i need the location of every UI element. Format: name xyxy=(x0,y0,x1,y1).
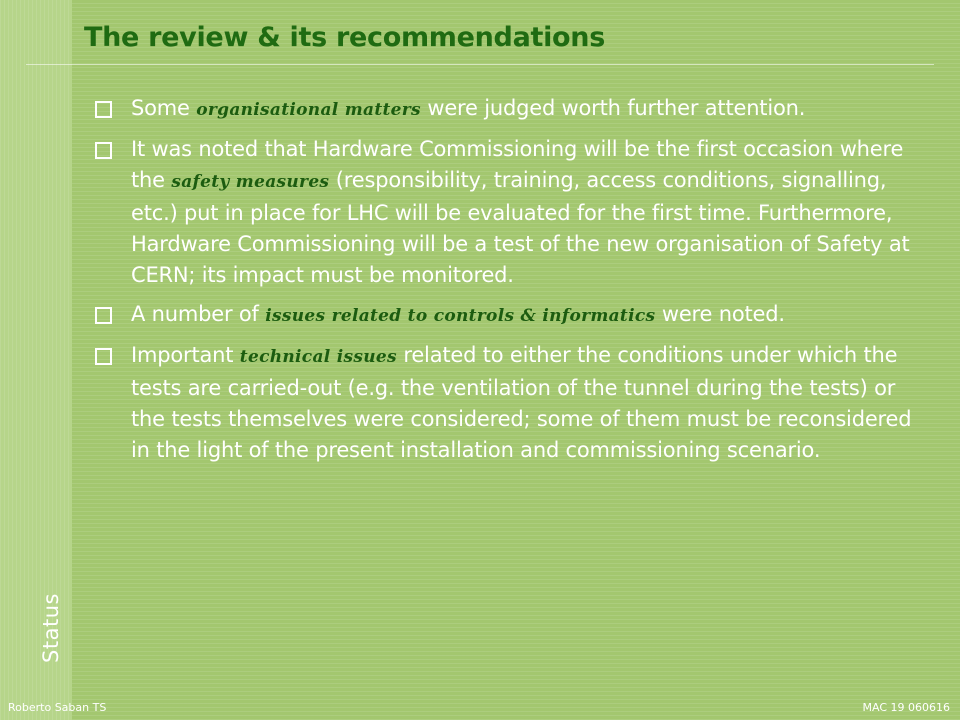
bullet-text: were judged worth further attention. xyxy=(420,96,806,120)
bullet-text: Some xyxy=(131,96,197,120)
footer-meeting-ref: MAC 19 060616 xyxy=(862,701,950,714)
bullet-text: It was noted that Hardware Commissioning will be the first occasion where the xyxy=(131,137,904,192)
bullet-text: were noted. xyxy=(655,302,785,326)
emphasized-phrase: technical issues xyxy=(239,347,397,367)
square-bullet-icon xyxy=(95,307,112,324)
bullet-text: Important xyxy=(131,343,240,367)
footer-author: Roberto Saban TS xyxy=(8,701,107,714)
emphasized-phrase: organisational matters xyxy=(196,100,421,120)
square-bullet-icon xyxy=(95,101,112,118)
emphasized-phrase: issues related to controls & informatics xyxy=(265,306,656,326)
sidebar xyxy=(0,0,72,720)
bullet-item xyxy=(92,93,934,126)
square-bullet-icon xyxy=(95,348,112,365)
section-label: Status xyxy=(39,593,63,663)
bullet-text: A number of xyxy=(131,302,266,326)
bullet-text: (responsibility, training, access conditions, signalling, etc.) put in place for LHC will be evaluated for the first time. Furthermore, Hardware Commissioning will be a test of the new organisation of Safety at CERN; its impact must be monitored. xyxy=(131,168,910,287)
bullet-text: related to either the conditions under which the tests are carried-out (e.g. the ventilation of the tunnel during the tests) or the tests themselves were considered; some of them must be reconsidered in the light of the present installation and commissioning scenario. xyxy=(131,343,912,462)
bullet-item xyxy=(92,299,934,332)
square-bullet-icon xyxy=(95,142,112,159)
emphasized-phrase: safety measures xyxy=(171,172,330,192)
bullet-item xyxy=(92,340,934,466)
slide-title: The review & its recommendations xyxy=(84,22,606,53)
bullet-list xyxy=(92,93,934,474)
bullet-item xyxy=(92,134,934,291)
title-divider xyxy=(26,64,934,65)
